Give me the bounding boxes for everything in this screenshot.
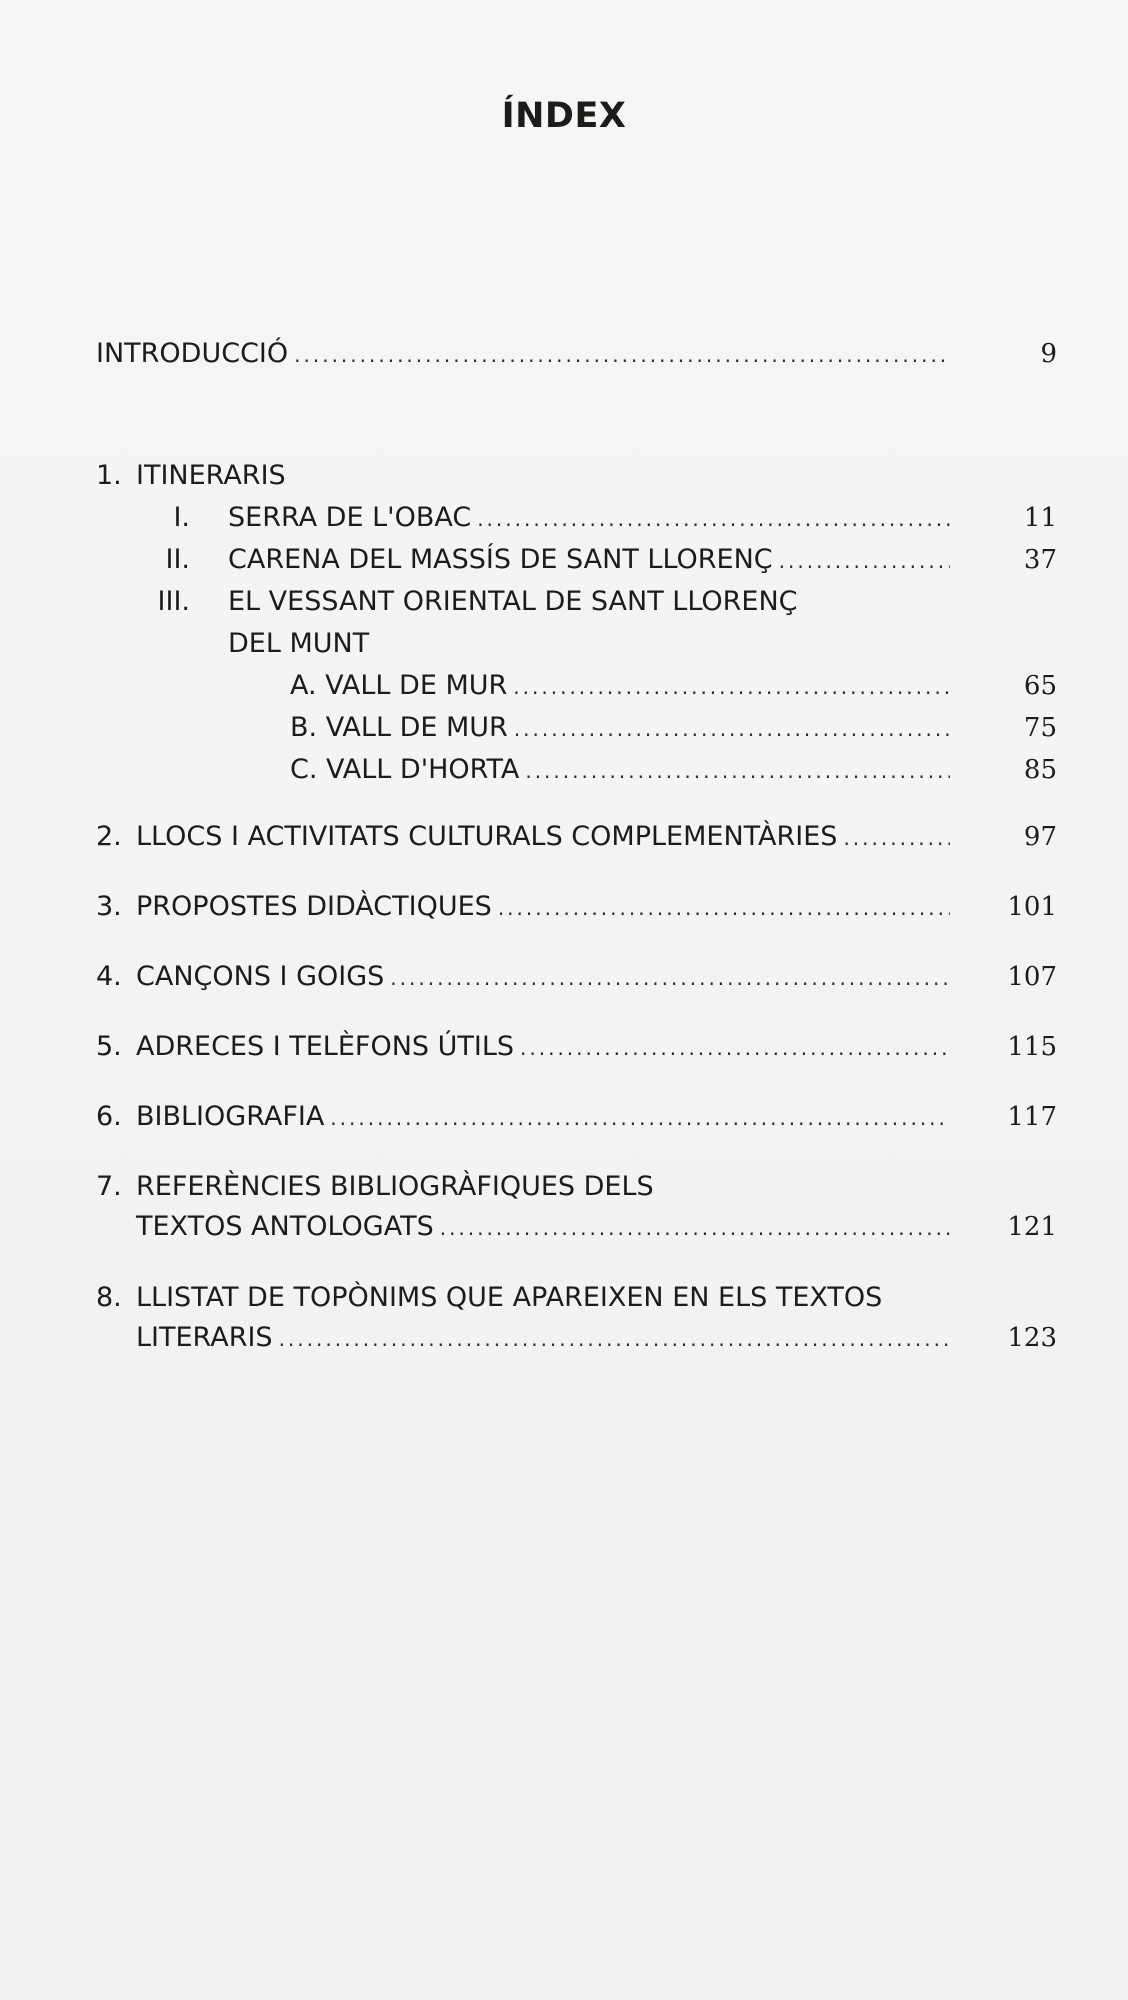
dot-leader	[520, 1028, 950, 1068]
toc-entry-label: LLOCS I ACTIVITATS CULTURALS COMPLEMENTÀRIES	[136, 821, 838, 852]
toc-page-number: 9	[1040, 339, 1057, 369]
toc-subentry-a	[290, 666, 1057, 706]
toc-entry-label: ADRECES I TELÈFONS ÚTILS	[136, 1031, 515, 1062]
toc-section-number: 1.	[96, 460, 122, 491]
dot-leader	[330, 1098, 950, 1138]
toc-page-number: 97	[1023, 822, 1057, 852]
dot-leader	[779, 541, 950, 581]
toc-entry-label: B. VALL DE MUR	[290, 712, 508, 743]
toc-page-number: 11	[1023, 503, 1057, 533]
toc-entry-itinerary-3-continued	[228, 624, 956, 664]
toc-section-4	[96, 957, 1057, 997]
toc-entry-itinerary-1	[128, 498, 1057, 538]
toc-entry-label: LITERARIS	[136, 1322, 273, 1353]
toc-section-7-continued	[136, 1207, 1057, 1247]
toc-section-number: 4.	[96, 961, 122, 992]
dot-leader	[498, 888, 950, 928]
toc-page-number: 115	[1007, 1032, 1057, 1062]
toc-section-number: 7.	[96, 1171, 122, 1202]
toc-section-number: 5.	[96, 1031, 122, 1062]
toc-section-8-continued	[136, 1318, 1057, 1358]
toc-page-number: 65	[1023, 671, 1057, 701]
dot-leader	[390, 958, 950, 998]
toc-section-5	[96, 1027, 1057, 1067]
toc-section-number: 6.	[96, 1101, 122, 1132]
toc-page-number: 117	[1007, 1102, 1057, 1132]
toc-entry-label: PROPOSTES DIDÀCTIQUES	[136, 891, 492, 922]
toc-subentry-b	[290, 708, 1057, 748]
toc-section-itineraris	[96, 456, 956, 496]
dot-leader	[843, 818, 950, 858]
toc-entry-label: DEL MUNT	[228, 628, 370, 659]
toc-entry-itinerary-2	[128, 540, 1057, 580]
dot-leader	[514, 709, 950, 749]
toc-entry-label: CANÇONS I GOIGS	[136, 961, 385, 992]
toc-entry-label: INTRODUCCIÓ	[96, 338, 289, 369]
toc-section-number: 8.	[96, 1282, 122, 1313]
toc-entry-label: SERRA DE L'OBAC	[228, 502, 472, 533]
toc-entry-label: CARENA DEL MASSÍS DE SANT LLORENÇ	[228, 544, 773, 575]
toc-section-number: 2.	[96, 821, 122, 852]
toc-section-2	[96, 817, 1057, 857]
page-title: ÍNDEX	[501, 96, 627, 136]
toc-roman-number: II.	[165, 544, 190, 575]
toc-entry-label: C. VALL D'HORTA	[290, 754, 520, 785]
dot-leader	[440, 1208, 950, 1248]
toc-section-7	[96, 1167, 956, 1207]
toc-section-8	[96, 1278, 956, 1318]
dot-leader	[513, 667, 950, 707]
toc-entry-label: LLISTAT DE TOPÒNIMS QUE APAREIXEN EN ELS TEXTOS	[136, 1282, 883, 1313]
toc-entry-label: A. VALL DE MUR	[290, 670, 508, 701]
dot-leader	[294, 335, 950, 375]
dot-leader	[525, 751, 950, 791]
toc-entry-label: ITINERARIS	[136, 460, 286, 491]
toc-page-number: 85	[1023, 755, 1057, 785]
toc-entry-introduccio	[96, 334, 1057, 374]
toc-section-3	[96, 887, 1057, 927]
toc-page-number: 107	[1007, 962, 1057, 992]
toc-page-number: 121	[1007, 1212, 1057, 1242]
toc-page-number: 123	[1007, 1323, 1057, 1353]
toc-section-6	[96, 1097, 1057, 1137]
toc-section-number: 3.	[96, 891, 122, 922]
toc-page-number: 37	[1023, 545, 1057, 575]
toc-page-number: 75	[1023, 713, 1057, 743]
toc-page-number: 101	[1007, 892, 1057, 922]
dot-leader	[279, 1319, 950, 1359]
toc-entry-itinerary-3	[128, 582, 956, 622]
toc-subentry-c	[290, 750, 1057, 790]
dot-leader	[477, 499, 950, 539]
toc-roman-number: I.	[173, 502, 190, 533]
toc-entry-label: BIBLIOGRAFIA	[136, 1101, 325, 1132]
toc-entry-label: REFERÈNCIES BIBLIOGRÀFIQUES DELS	[136, 1171, 654, 1202]
toc-roman-number: III.	[157, 586, 190, 617]
toc-entry-label: TEXTOS ANTOLOGATS	[136, 1211, 434, 1242]
toc-entry-label: EL VESSANT ORIENTAL DE SANT LLORENÇ	[228, 586, 798, 617]
